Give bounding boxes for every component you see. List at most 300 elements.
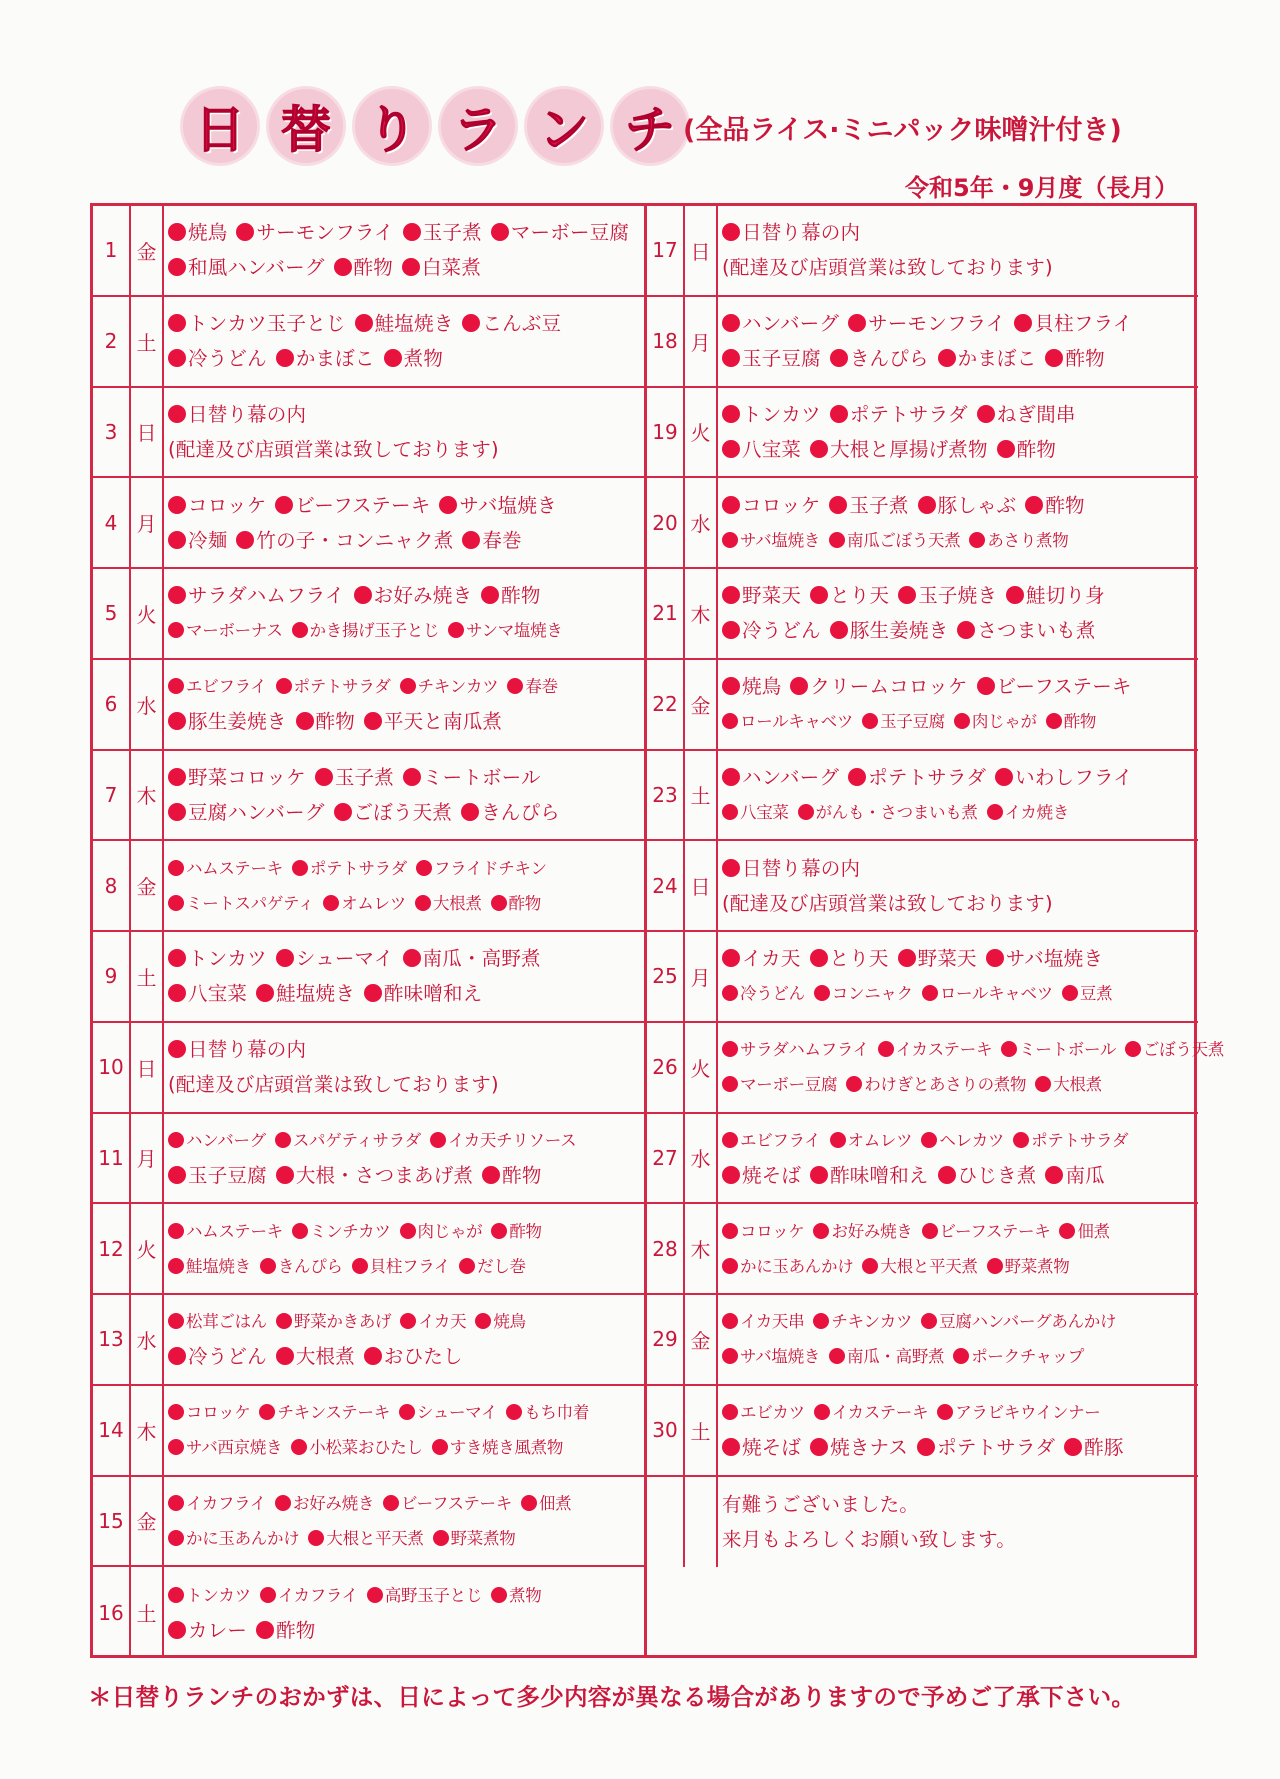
day-number: 8: [93, 841, 131, 930]
day-row: [647, 1023, 1225, 1114]
menu-item: [168, 710, 287, 733]
weekday: 土: [685, 1386, 718, 1475]
menu-item: [1006, 584, 1105, 607]
bullet-icon: [491, 223, 509, 241]
menu-line: [168, 578, 638, 613]
menu-item-text: 有難うございました。: [722, 1492, 920, 1516]
bullet-icon: [462, 314, 480, 332]
menu-item-text: コンニャク: [831, 984, 913, 1004]
menu-line: [722, 215, 1192, 250]
day-number: 25: [647, 932, 685, 1021]
menu-item-text: サンマ塩焼き: [466, 621, 563, 641]
menu-item-text: 大根煮: [295, 1345, 355, 1369]
menu-line: [722, 1249, 1192, 1284]
bullet-icon: [829, 1348, 845, 1364]
menu-item-text: かき揚げ玉子とじ: [309, 621, 440, 641]
day-row: [647, 206, 1198, 297]
menu-item: [168, 1222, 283, 1241]
menu-items: [722, 1299, 1192, 1380]
bullet-icon: [722, 985, 738, 1001]
menu-item-text: 佃煮: [538, 1493, 572, 1513]
bullet-icon: [275, 1132, 291, 1148]
menu-item-text: 八宝菜: [188, 982, 248, 1006]
bullet-icon: [168, 860, 184, 876]
menu-item: [168, 403, 306, 426]
menu-item: [814, 1403, 928, 1422]
weekday: 土: [131, 297, 164, 386]
menu-item-text: サバ西京焼き: [186, 1438, 283, 1458]
menu-item-text: イカ天: [742, 947, 801, 971]
menu-item-text: (配達及び店頭営業は致しております): [168, 1073, 499, 1097]
bullet-icon: [829, 532, 845, 548]
menu-item-text: ごぼう天煮: [353, 800, 453, 824]
menu-line: [168, 613, 638, 648]
menu-item-text: 肉じゃが: [417, 1221, 483, 1241]
menu-item-text: 冷うどん: [188, 347, 267, 371]
footer-note: ＊日替りランチのおかずは、日によって多少内容が異なる場合がありますので予めご了承下さい。: [88, 1683, 1136, 1711]
menu-item: [354, 584, 473, 607]
menu-item: [276, 347, 375, 370]
menu-item-text: お好み焼き: [373, 584, 473, 608]
bullet-icon: [790, 677, 808, 695]
menu-item: [433, 1529, 516, 1548]
menu-item-text: 焼そば: [742, 1163, 802, 1187]
weekday: 日: [131, 388, 164, 477]
day-number: 3: [93, 388, 131, 477]
menu-item: [829, 531, 960, 550]
menu-item-text: 酢物: [1016, 437, 1057, 461]
menu-line: [168, 669, 638, 704]
menu-item-text: 南瓜: [1065, 1163, 1105, 1187]
menu-item: [1059, 1222, 1109, 1241]
menu-item-text: 玉子豆腐: [742, 347, 821, 371]
bullet-icon: [810, 1438, 828, 1456]
menu-item: [400, 1222, 483, 1241]
menu-line: [722, 1214, 1192, 1249]
weekday: 水: [685, 1114, 718, 1203]
menu-item: [830, 347, 929, 370]
menu-item-text: こんぶ豆: [482, 312, 562, 336]
menu-item-text: アラビキウインナー: [955, 1403, 1101, 1423]
menu-line: [722, 397, 1192, 432]
weekday: 金: [131, 1477, 164, 1566]
menu-line: [168, 704, 638, 739]
day-number: 4: [93, 478, 131, 567]
menu-item-text: サバ塩焼き: [740, 1347, 821, 1367]
bullet-icon: [403, 949, 421, 967]
menu-line: [722, 1032, 1225, 1067]
menu-item: [236, 529, 453, 552]
menu-line: [722, 760, 1192, 795]
menu-item-text: ビーフステーキ: [295, 493, 431, 517]
menu-item: [810, 947, 889, 970]
day-row: [647, 1204, 1198, 1295]
weekday: 水: [131, 660, 164, 749]
menu-item: [415, 894, 482, 913]
bullet-icon: [813, 1313, 829, 1329]
menu-item: [813, 1312, 912, 1331]
bullet-icon: [491, 895, 507, 911]
menu-line: [722, 795, 1192, 830]
bullet-icon: [922, 1223, 938, 1239]
menu-item: [918, 494, 1017, 517]
menu-item-text: サバ塩焼き: [740, 530, 821, 550]
menu-item-text: イカフライ: [277, 1585, 358, 1605]
menu-item-text: ビーフステーキ: [939, 1221, 1051, 1241]
menu-item: [917, 1436, 1055, 1459]
menu-item-text: 大根煮: [1053, 1075, 1102, 1095]
menu-items: [722, 482, 1192, 563]
weekday: 木: [685, 569, 718, 658]
day-number: 6: [93, 660, 131, 749]
day-number: 10: [93, 1023, 131, 1112]
menu-item-text: ミートボール: [422, 765, 541, 789]
menu-item: [722, 1312, 804, 1331]
bullet-icon: [918, 496, 936, 514]
menu-items: [168, 482, 638, 563]
menu-items: [722, 1118, 1192, 1199]
title-char: 日: [180, 86, 260, 166]
bullet-icon: [814, 985, 830, 1001]
menu-item: [168, 1529, 299, 1548]
weekday: 土: [131, 1567, 164, 1658]
menu-item: [722, 984, 805, 1003]
menu-item: [259, 1403, 389, 1422]
bullet-icon: [938, 1166, 956, 1184]
menu-item-text: 春巻: [482, 528, 522, 552]
bullet-icon: [922, 985, 938, 1001]
menu-item-text: コロッケ: [742, 493, 821, 517]
bullet-icon: [921, 1313, 937, 1329]
menu-item: [813, 1222, 912, 1241]
menu-item: [256, 1619, 315, 1642]
bullet-icon: [256, 1621, 274, 1639]
bullet-icon: [168, 1347, 186, 1365]
menu-item-text: 酢味噌和え: [830, 1163, 929, 1187]
menu-line: [168, 1214, 638, 1249]
menu-item-text: トンカツ: [742, 402, 821, 426]
menu-line: [722, 432, 1192, 467]
day-row: [647, 1295, 1198, 1386]
menu-item-text: あさり煮物: [987, 530, 1069, 550]
menu-line: [722, 341, 1192, 376]
bullet-icon: [364, 712, 382, 730]
menu-item: [722, 1040, 869, 1059]
weekday: 日: [685, 841, 718, 930]
bullet-icon: [415, 895, 431, 911]
menu-item: [722, 1493, 919, 1516]
bullet-icon: [722, 1313, 738, 1329]
bullet-icon: [168, 984, 186, 1002]
menu-item-text: 酢物: [501, 584, 541, 608]
menu-item: [275, 494, 430, 517]
menu-item: [334, 256, 393, 279]
menu-item-text: かに玉あんかけ: [740, 1256, 854, 1276]
menu-item-text: 煮物: [509, 1585, 542, 1605]
bullet-icon: [722, 314, 740, 332]
menu-item: [1035, 1075, 1102, 1094]
day-row: [93, 388, 644, 479]
menu-item: [830, 1131, 913, 1150]
menu-item-text: イカステーキ: [895, 1040, 993, 1060]
bullet-icon: [276, 1347, 294, 1365]
bullet-icon: [260, 1258, 276, 1274]
day-row: [647, 660, 1198, 751]
bullet-icon: [384, 349, 402, 367]
menu-item-text: ひじき煮: [957, 1163, 1037, 1187]
day-number: 7: [93, 751, 131, 840]
bullet-icon: [1001, 1041, 1017, 1057]
day-number: 1: [93, 206, 131, 295]
bullet-icon: [969, 532, 985, 548]
day-number: 12: [93, 1204, 131, 1293]
bullet-icon: [830, 1132, 846, 1148]
menu-item-text: 冷うどん: [740, 984, 805, 1004]
menu-item: [722, 1222, 804, 1241]
menu-item: [987, 1257, 1070, 1276]
bullet-icon: [168, 405, 186, 423]
weekday: 月: [131, 478, 164, 567]
menu-item-text: (配達及び店頭営業は致しております): [168, 437, 499, 461]
menu-item: [384, 347, 443, 370]
bullet-icon: [937, 1404, 953, 1420]
bullet-icon: [848, 768, 866, 786]
bullet-icon: [168, 622, 184, 638]
menu-item: [862, 1257, 977, 1276]
menu-item-text: 八宝菜: [740, 802, 789, 822]
menu-item: [722, 531, 820, 550]
menu-item-text: 玉子煮: [849, 493, 909, 517]
menu-item: [352, 1257, 451, 1276]
menu-line: [168, 488, 638, 523]
menu-item: [168, 438, 499, 461]
bullet-icon: [722, 440, 740, 458]
day-row: [93, 206, 644, 297]
bullet-icon: [722, 949, 740, 967]
bullet-icon: [722, 223, 740, 241]
bullet-icon: [722, 804, 738, 820]
menu-line: [168, 1158, 638, 1193]
bullet-icon: [722, 768, 740, 786]
menu-item-text: 焼鳥: [493, 1312, 526, 1332]
menu-item: [168, 1257, 251, 1276]
menu-item: [1045, 1164, 1104, 1187]
menu-item: [168, 859, 283, 878]
menu-item-text: いわしフライ: [1015, 765, 1133, 789]
menu-items: [722, 1027, 1225, 1108]
bullet-icon: [953, 1348, 969, 1364]
bullet-icon: [798, 804, 814, 820]
menu-line: [722, 886, 1192, 921]
weekday: 日: [131, 1023, 164, 1112]
menu-line: [168, 341, 638, 376]
day-number: 14: [93, 1386, 131, 1475]
bullet-icon: [296, 712, 314, 730]
menu-item-text: わけぎとあさりの煮物: [864, 1075, 1027, 1095]
menu-item: [168, 621, 283, 640]
menu-items: [168, 392, 638, 473]
menu-item-text: 野菜コロッケ: [188, 765, 306, 789]
day-number: 5: [93, 569, 131, 658]
day-row: [93, 1477, 644, 1568]
menu-item-text: ハンバーグ: [742, 312, 840, 336]
menu-item: [168, 982, 247, 1005]
menu-item: [722, 1436, 801, 1459]
menu-item-text: エビフライ: [740, 1130, 821, 1150]
menu-item: [922, 984, 1053, 1003]
bullet-icon: [168, 768, 186, 786]
menu-item: [722, 312, 839, 335]
menu-item: [977, 675, 1132, 698]
menu-item-text: 玉子豆腐: [188, 1163, 267, 1187]
menu-item-text: 春巻: [525, 677, 558, 697]
menu-item: [921, 1131, 1004, 1150]
bullet-icon: [722, 1258, 738, 1274]
menu-item-text: カレー: [188, 1618, 248, 1642]
menu-item-text: 豚生姜焼き: [188, 710, 287, 734]
bullet-icon: [400, 1223, 416, 1239]
bullet-icon: [430, 1132, 446, 1148]
bullet-icon: [1035, 1076, 1051, 1092]
menu-item-text: (配達及び店頭営業は致しております): [722, 891, 1053, 915]
day-row: [93, 1567, 644, 1658]
menu-line: [168, 306, 638, 341]
menu-item: [168, 1164, 267, 1187]
bullet-icon: [461, 803, 479, 821]
menu-item-text: とり天: [830, 584, 890, 608]
bullet-icon: [168, 803, 186, 821]
menu-line: [722, 1487, 1192, 1522]
menu-items: [168, 573, 638, 654]
menu-item-text: ロールキャベツ: [740, 712, 854, 732]
menu-item: [168, 894, 314, 913]
day-row: [93, 1114, 644, 1205]
title-char: ン: [524, 86, 604, 166]
menu-item: [954, 712, 1037, 731]
menu-item-text: ハンバーグ: [186, 1130, 266, 1150]
bullet-icon: [308, 1530, 324, 1546]
bullet-icon: [830, 349, 848, 367]
menu-item-text: コロッケ: [186, 1403, 251, 1423]
menu-item: [491, 1586, 541, 1605]
bullet-icon: [236, 223, 254, 241]
menu-item-text: エビフライ: [186, 677, 267, 697]
day-row: [647, 1386, 1198, 1477]
menu-item: [168, 1345, 267, 1368]
bullet-icon: [997, 440, 1015, 458]
menu-item: [722, 494, 820, 517]
menu-item-text: サラダハムフライ: [188, 584, 345, 608]
day-row: [647, 569, 1198, 660]
bullet-icon: [995, 768, 1013, 786]
menu-item: [722, 857, 860, 880]
title-char: チ: [610, 86, 690, 166]
menu-item-text: さつまいも煮: [977, 619, 1096, 643]
bullet-icon: [722, 1223, 738, 1239]
menu-items: [168, 1571, 638, 1654]
menu-item-text: 豆腐ハンバーグ: [188, 800, 325, 824]
menu-item-text: 酢物: [315, 710, 355, 734]
bullet-icon: [276, 678, 292, 694]
menu-item: [276, 1164, 473, 1187]
menu-item-text: がんも・さつまいも煮: [815, 802, 978, 822]
bullet-icon: [416, 860, 432, 876]
day-number: 16: [93, 1567, 131, 1658]
menu-item-text: 酢物: [509, 1221, 542, 1241]
bullet-icon: [813, 1223, 829, 1239]
menu-item-text: 焼そば: [742, 1436, 802, 1460]
bullet-icon: [810, 440, 828, 458]
menu-item-text: 鮭塩焼き: [374, 312, 454, 336]
menu-line: [168, 795, 638, 830]
menu-item: [722, 619, 821, 642]
menu-items: [722, 1390, 1192, 1471]
menu-items: [722, 845, 1192, 926]
bullet-icon: [722, 859, 740, 877]
menu-item-text: 佃煮: [1077, 1221, 1110, 1241]
bullet-icon: [276, 949, 294, 967]
menu-items: [168, 1299, 638, 1380]
menu-item-text: 豆煮: [1079, 984, 1113, 1004]
menu-item: [810, 1436, 908, 1459]
menu-item-text: 日替り幕の内: [188, 1038, 307, 1062]
menu-item: [722, 803, 789, 822]
menu-item-text: 鮭塩焼き: [186, 1256, 251, 1276]
menu-item: [722, 584, 801, 607]
bullet-icon: [275, 1495, 291, 1511]
bullet-icon: [448, 622, 464, 638]
menu-item-text: 冷麺: [188, 528, 228, 552]
bullet-icon: [168, 314, 186, 332]
menu-item: [1013, 1131, 1128, 1150]
menu-items: [722, 664, 1192, 745]
day-number: 22: [647, 660, 685, 749]
day-number: 21: [647, 569, 685, 658]
menu-item-text: 貝柱フライ: [369, 1256, 451, 1276]
menu-line: [722, 578, 1192, 613]
menu-item: [722, 712, 853, 731]
menu-item: [922, 1222, 1051, 1241]
menu-item-text: クリームコロッケ: [810, 675, 968, 699]
menu-item-text: 肉じゃが: [971, 712, 1037, 732]
menu-item: [256, 982, 355, 1005]
menu-item: [1045, 347, 1104, 370]
bullet-icon: [364, 1347, 382, 1365]
bullet-icon: [168, 1166, 186, 1184]
menu-items: [168, 1118, 638, 1199]
bullet-icon: [722, 349, 740, 367]
menu-item-text: サバ塩焼き: [1005, 947, 1104, 971]
menu-item-text: 大根と平天煮: [326, 1528, 424, 1548]
menu-item-text: きんぴら: [849, 347, 929, 371]
menu-item-text: ポテトサラダ: [868, 765, 987, 789]
menu-item: [722, 256, 1053, 279]
menu-item-text: 煮物: [403, 347, 444, 371]
menu-item: [997, 438, 1056, 461]
menu-item: [291, 1438, 422, 1457]
bullet-icon: [354, 586, 372, 604]
bullet-icon: [987, 804, 1003, 820]
weekday: 木: [685, 1204, 718, 1293]
closing-message: [722, 1481, 1192, 1564]
bullet-icon: [1062, 985, 1078, 1001]
menu-line: [168, 1123, 638, 1158]
menu-item-text: ミンチカツ: [309, 1221, 391, 1241]
bullet-icon: [168, 1404, 184, 1420]
menu-item-text: かまぼこ: [295, 347, 375, 371]
bullet-icon: [433, 1530, 449, 1546]
title: [180, 86, 696, 166]
